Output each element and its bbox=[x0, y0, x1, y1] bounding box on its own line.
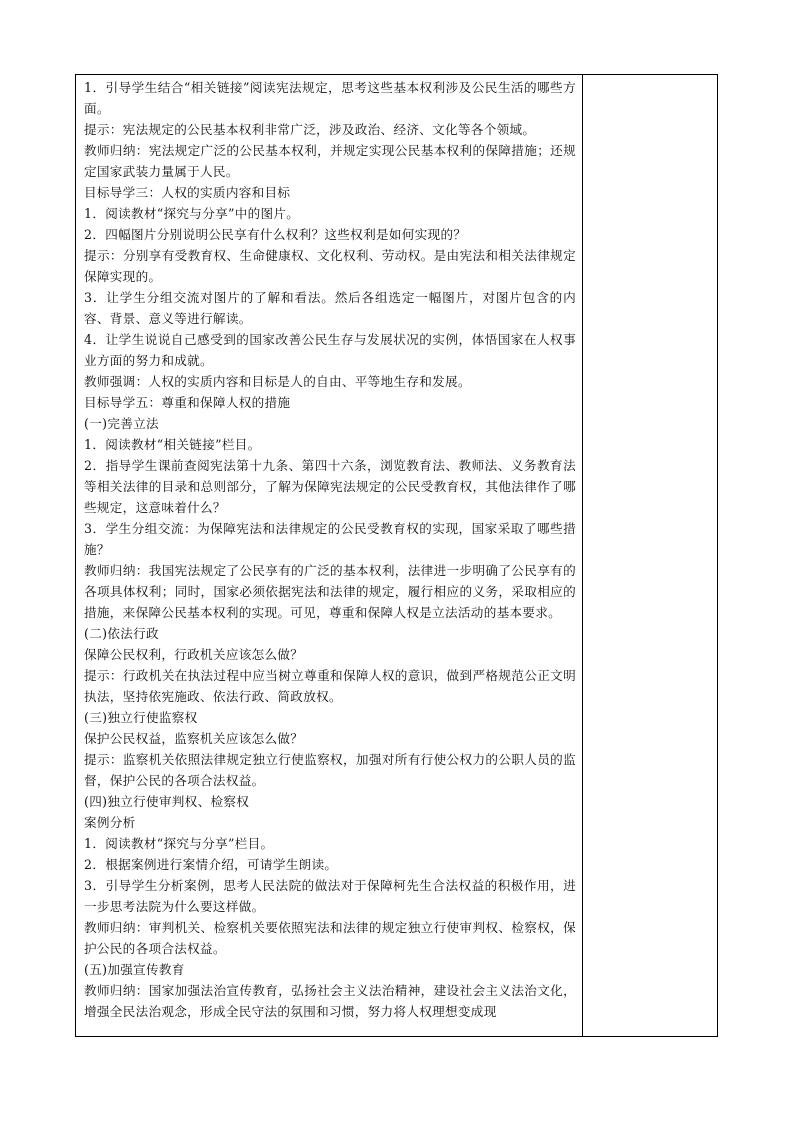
teaching-content-cell bbox=[76, 75, 583, 1036]
paragraph: 4．让学生说说自己感受到的国家改善公民生存与发展状况的实例，体悟国家在人权事业方面的努力和成就。 bbox=[84, 332, 576, 368]
lesson-table bbox=[75, 74, 718, 1037]
paragraph: 2．指导学生课前查阅宪法第十九条、第四十六条，浏览教育法、教师法、义务教育法等相关法律的目录和总则部分，了解为保障宪法规定的公民受教育权，其他法律作了哪些规定，这意味着什么？ bbox=[84, 458, 576, 515]
paragraph: 教师归纳：审判机关、检察机关要依照宪法和法律的规定独立行使审判权、检察权，保护公民的各项合法权益。 bbox=[84, 920, 576, 956]
paragraph: 2．根据案例进行案情介绍，可请学生朗读。 bbox=[84, 857, 338, 872]
paragraph: 3．让学生分组交流对图片的了解和看法。然后各组选定一幅图片，对图片包含的内容、背景、意义等进行解读。 bbox=[84, 290, 576, 326]
sub-heading: (四)独立行使审判权、检察权 bbox=[84, 794, 250, 809]
paragraph: 1．阅读教材“探究与分享”中的图片。 bbox=[84, 206, 300, 221]
sub-heading: (二)依法行政 bbox=[84, 626, 159, 641]
paragraph: 3．引导学生分析案例，思考人民法院的做法对于保障柯先生合法权益的积极作用，进一步思考法院为什么要这样做。 bbox=[84, 878, 576, 914]
paragraph: 保护公民权益，监察机关应该怎么做？ bbox=[84, 731, 304, 746]
paragraph: 3．学生分组交流：为保障宪法和法律规定的公民受教育权的实现，国家采取了哪些措施？ bbox=[84, 521, 576, 557]
paragraph: 保障公民权利，行政机关应该怎么做？ bbox=[84, 647, 304, 662]
paragraph: 提示：分别享有受教育权、生命健康权、文化权利、劳动权。是由宪法和相关法律规定保障实现的。 bbox=[84, 248, 576, 284]
paragraph: 1．引导学生结合“相关链接”阅读宪法规定，思考这些基本权利涉及公民生活的哪些方面。 bbox=[84, 80, 576, 116]
paragraph: 案例分析 bbox=[84, 815, 136, 830]
paragraph: 教师强调：人权的实质内容和目标是人的自由、平等地生存和发展。 bbox=[84, 374, 471, 389]
paragraph: 1．阅读教材“相关链接”栏目。 bbox=[84, 437, 261, 452]
paragraph: 教师归纳：宪法规定广泛的公民基本权利，并规定实现公民基本权利的保障措施；还规定国家武装力量属于人民。 bbox=[84, 143, 576, 179]
paragraph: 提示：宪法规定的公民基本权利非常广泛，涉及政治、经济、文化等各个领域。 bbox=[84, 122, 536, 137]
paragraph: 2．四幅图片分别说明公民享有什么权利？这些权利是如何实现的？ bbox=[84, 227, 467, 242]
notes-cell bbox=[583, 75, 717, 1036]
paragraph: 1．阅读教材“探究与分享”栏目。 bbox=[84, 836, 274, 851]
paragraph: 提示：行政机关在执法过程中应当树立尊重和保障人权的意识，做到严格规范公正文明执法，坚持依宪施政、依法行政、简政放权。 bbox=[84, 668, 576, 704]
paragraph: 提示：监察机关依照法律规定独立行使监察权，加强对所有行使公权力的公职人员的监督，保护公民的各项合法权益。 bbox=[84, 752, 576, 788]
section-heading: 目标导学三：人权的实质内容和目标 bbox=[84, 185, 291, 200]
sub-heading: (一)完善立法 bbox=[84, 416, 159, 431]
section-heading: 目标导学五：尊重和保障人权的措施 bbox=[84, 395, 291, 410]
sub-heading: (三)独立行使监察权 bbox=[84, 710, 198, 725]
paragraph: 教师归纳：国家加强法治宣传教育，弘扬社会主义法治精神，建设社会主义法治文化，增强全民法治观念，形成全民守法的氛围和习惯，努力将人权理想变成现 bbox=[84, 983, 576, 1019]
sub-heading: (五)加强宣传教育 bbox=[84, 962, 185, 977]
paragraph: 教师归纳：我国宪法规定了公民享有的广泛的基本权利，法律进一步明确了公民享有的各项具体权利；同时，国家必须依据宪法和法律的规定，履行相应的义务，采取相应的措施，来保障公民基本权利的实现。可见，尊重和保障人权是立法活动的基本要求。 bbox=[84, 563, 576, 620]
